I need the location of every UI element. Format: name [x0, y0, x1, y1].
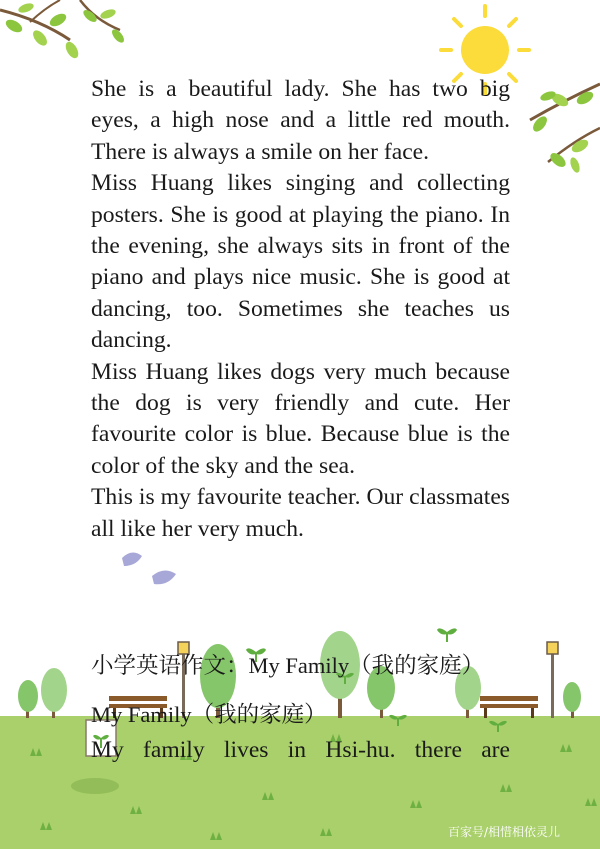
essay-text [91, 74, 510, 545]
paragraph-family-start: My family lives in Hsi-hu. there are [91, 737, 510, 763]
leaf-branch-top-center-icon [80, 0, 126, 45]
leaf-branch-right-icon [530, 84, 600, 174]
leaf-branch-top-left-icon [0, 0, 81, 60]
paragraph-hobbies: Miss Huang likes singing and collecting posters. She is good at playing the piano. In the evening, she always sits in front of the piano and plays nice music. She is good at dancing, too. Sometimes she teaches us dancing. [91, 170, 510, 354]
bird-icon [122, 552, 176, 584]
paragraph-dogs: Miss Huang likes dogs very much because the dog is very friendly and cute. Her favourite color is blue. Because blue is the color of the sky and the sea. [91, 358, 510, 479]
essay-heading: 小学英语作文：My Family（我的家庭） [91, 653, 485, 678]
watermark: 百家号/相惜相依灵儿 [448, 825, 561, 839]
essay-title: My Family（我的家庭） [91, 702, 327, 727]
paragraph-conclusion: This is my favourite teacher. Our classmates all like her very much. [91, 484, 510, 542]
paragraph-appearance: She is a beautiful lady. She has two big eyes, a high nose and a little red mouth. There is always a smile on her face. [91, 76, 510, 165]
